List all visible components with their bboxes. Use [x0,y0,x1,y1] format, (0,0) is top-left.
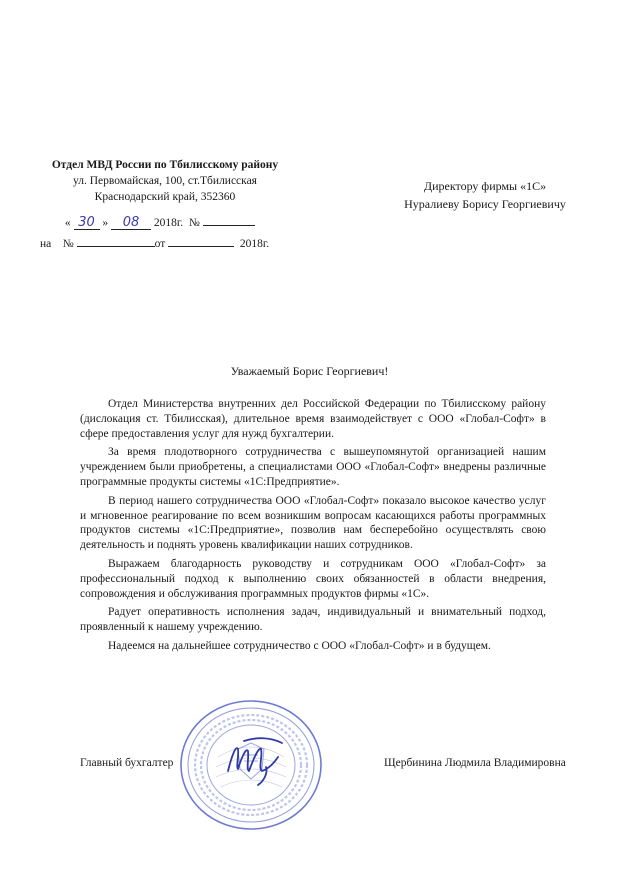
reference-number-blank [77,233,155,247]
sender-address-line1: ул. Первомайская, 100, ст.Тбилисская [73,175,257,187]
signer-name: Щербинина Людмила Владимировна [384,757,566,769]
reference-line [40,233,269,250]
letter-body [80,397,546,658]
reference-prefix: на [40,238,52,250]
date-day-handwritten: 30 [74,216,100,230]
paragraph: В период нашего сотрудничества ООО «Глобал-Софт» показало высокое качество услуг и мгновенное реагирование по всем возникшим вопросам касающихся работы программных продуктов системы «1С:Предприятие», позволив нам бесперебойно осуществлять свою деятельность и поднять уровень квалификации наших сотрудников. [80,494,546,552]
date-quote-close: » [102,217,109,229]
sender-org: Отдел МВД России по Тбилисскому району [51,159,279,171]
stamp-seal-icon [178,697,324,832]
recipient-line2: Нуралиеву Борису Георгиевичу [404,197,566,211]
greeting: Уважаемый Борис Георгиевич! [230,364,389,378]
recipient-block [380,177,590,213]
reference-date-blank [168,233,234,247]
date-year: 2018г. [153,217,184,229]
date-number-sign: № [188,217,200,229]
date-quote-open: « [64,217,71,229]
reference-year: 2018г. [239,238,270,250]
reference-from: от [154,238,166,250]
recipient-line1: Директору фирмы «1С» [423,179,547,193]
reference-number-sign: № [62,238,74,250]
paragraph: Надеемся на дальнейшее сотрудничество с ООО «Глобал-Софт» и в будущем. [108,639,491,652]
signer-position: Главный бухгалтер [80,757,174,769]
paragraph: За время плодотворного сотрудничества с вышеупомянутой организацией нашим учреждением были приобретены, а специалистами ООО «Глобал-Софт» внедрены различные программные продукты системы «1С:Предприятие». [80,446,546,488]
date-month-handwritten: 08 [111,216,151,230]
sender-address-line2: Краснодарский край, 352360 [94,191,236,203]
sender-block [30,157,300,205]
paragraph: Отдел Министерства внутренних дел Российской Федерации по Тбилисскому району (дислокация ст. Тбилисская), длительное время взаимодействует с ООО «Глобал-Софт» в сфере предоставления услуг для нужд бухгалтерии. [80,398,546,440]
paragraph: Радует оперативность исполнения задач, индивидуальный и внимательный подход, проявленный к нашему учреждению. [80,606,546,634]
official-stamp [178,697,324,832]
date-line [40,212,255,230]
paragraph: Выражаем благодарность руководству и сотрудникам ООО «Глобал-Софт» за профессиональный подход к выполнению своих обязанностей в области внедрения, сопровождения и обслуживания программных продуктов фирмы «1С». [80,557,546,600]
date-number-blank [203,212,255,226]
